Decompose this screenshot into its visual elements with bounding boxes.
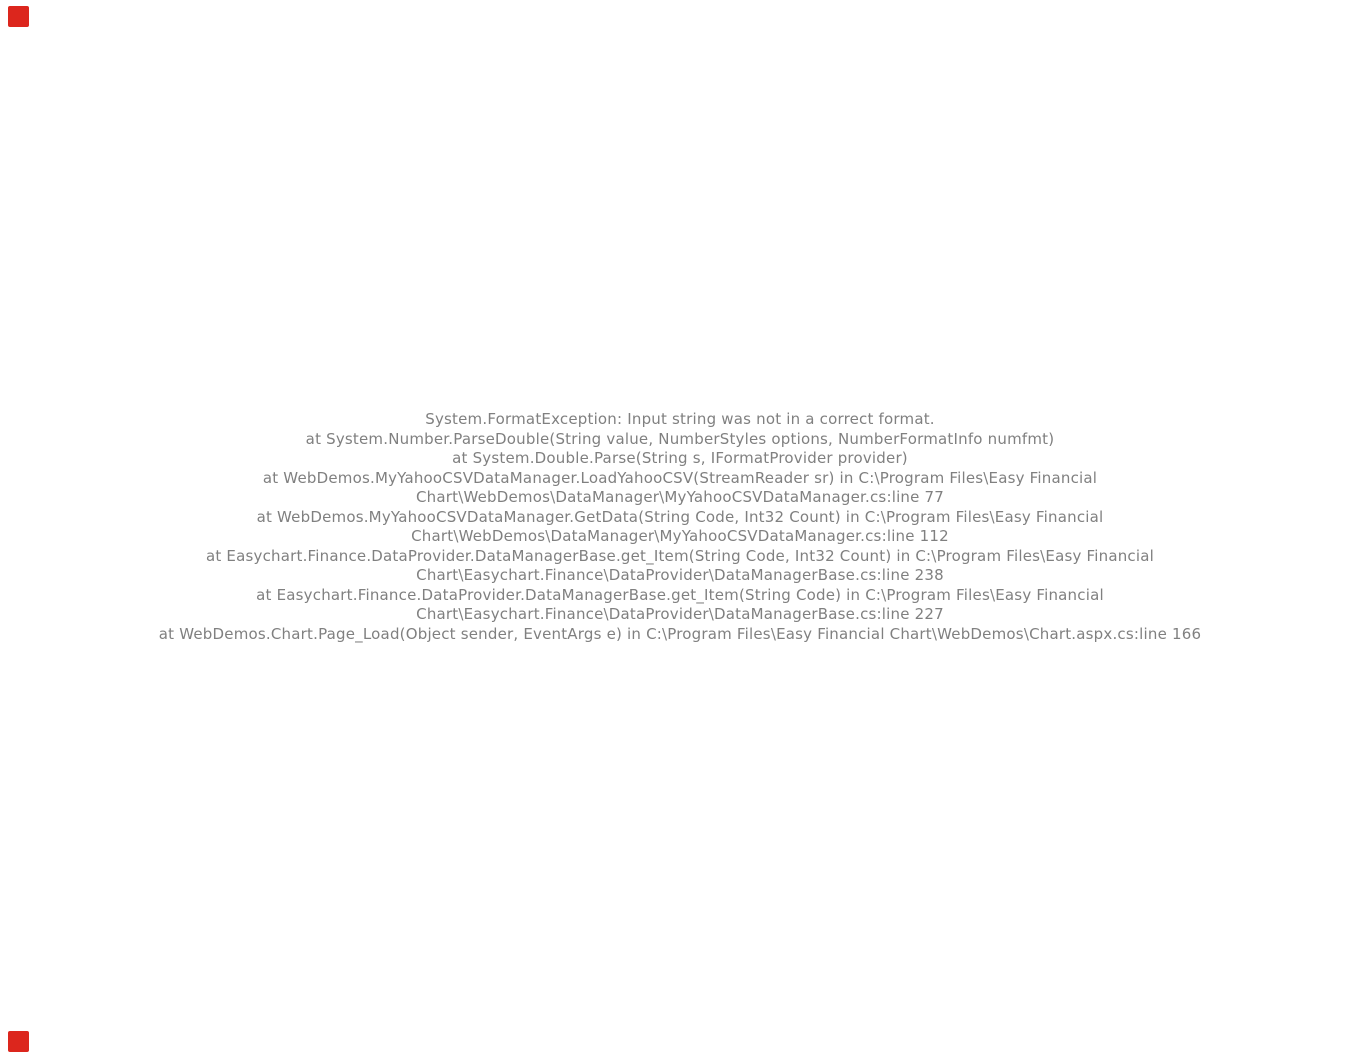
stack-trace-line: Chart\Easychart.Finance\DataProvider\DataManagerBase.cs:line 238 (416, 566, 944, 584)
stack-trace-line: at Easychart.Finance.DataProvider.DataManagerBase.get_Item(String Code) in C:\Program Files\Easy Financial (256, 585, 1104, 604)
stack-trace-line: at System.Number.ParseDouble(String value, NumberStyles options, NumberFormatInfo numfmt) (305, 429, 1055, 448)
stack-trace-line: Chart\Easychart.Finance\DataProvider\DataManagerBase.cs:line 227 (416, 605, 944, 623)
error-stack-trace (0, 410, 1360, 644)
broken-image-placeholder-bottom (8, 1031, 29, 1052)
stack-trace-line: at WebDemos.MyYahooCSVDataManager.LoadYahooCSV(StreamReader sr) in C:\Program Files\Easy Financial (262, 468, 1098, 487)
stack-trace-line: System.FormatException: Input string was not in a correct format. (425, 410, 935, 428)
stack-trace-line: Chart\WebDemos\DataManager\MyYahooCSVDataManager.cs:line 77 (415, 488, 945, 506)
stack-trace-line: at System.Double.Parse(String s, IFormatProvider provider) (452, 449, 908, 467)
stack-trace-line: at WebDemos.Chart.Page_Load(Object sender, EventArgs e) in C:\Program Files\Easy Financial Chart\WebDemos\Chart.aspx.cs:line 166 (158, 624, 1202, 643)
stack-trace-line: Chart\WebDemos\DataManager\MyYahooCSVDataManager.cs:line 112 (411, 527, 949, 545)
stack-trace-line: at Easychart.Finance.DataProvider.DataManagerBase.get_Item(String Code, Int32 Count) in C:\Program Files\Easy Financial (205, 546, 1155, 565)
broken-image-placeholder-top (8, 6, 29, 27)
stack-trace-line: at WebDemos.MyYahooCSVDataManager.GetData(String Code, Int32 Count) in C:\Program Files\Easy Financial (256, 507, 1104, 526)
